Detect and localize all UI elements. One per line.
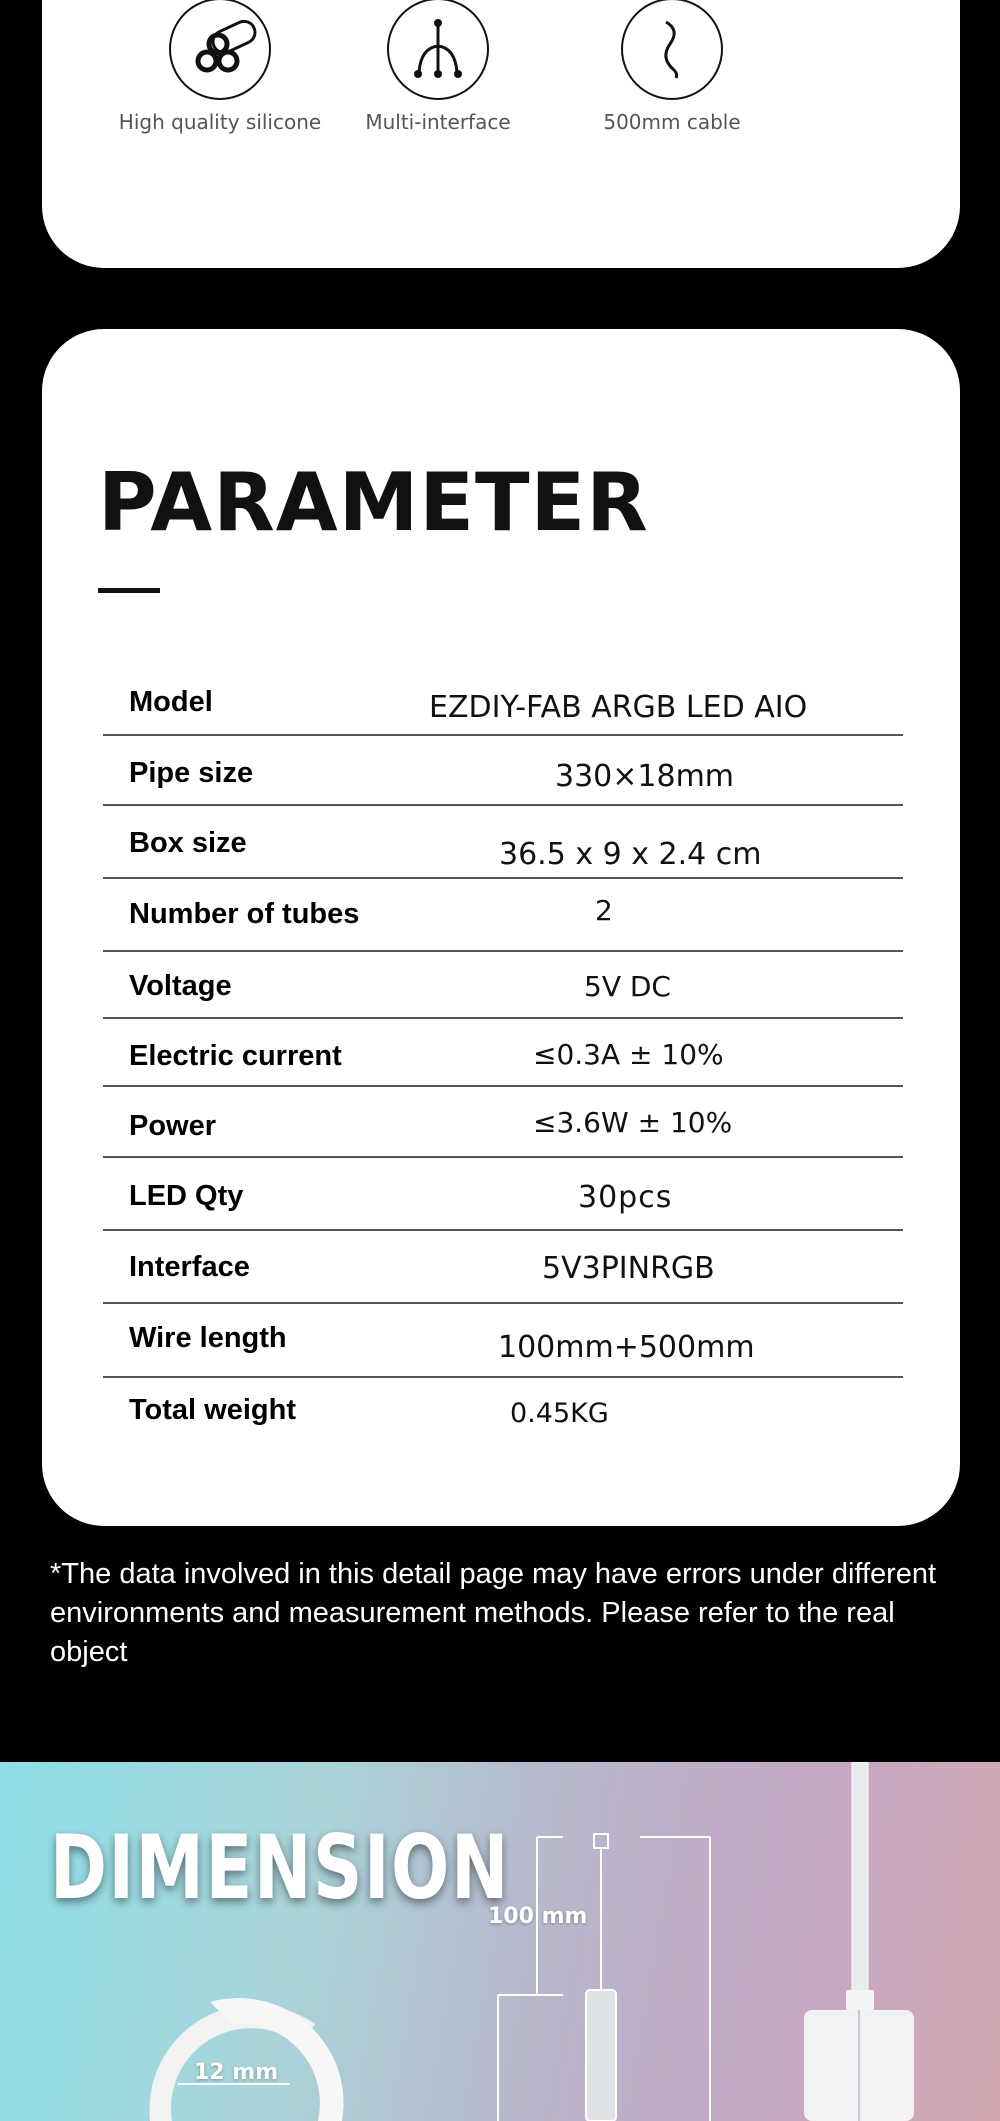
- features-card: [42, 0, 960, 268]
- disclaimer-note: *The data involved in this detail page may have errors under different environments and measurement methods. Please refer to the real object: [50, 1558, 937, 1668]
- row-divider: [103, 950, 903, 952]
- row-divider: [103, 1017, 903, 1019]
- param-key: Electric current: [129, 1040, 342, 1072]
- param-key: Wire length: [129, 1322, 287, 1354]
- row-divider: [103, 804, 903, 806]
- param-key: Power: [129, 1110, 217, 1142]
- param-key: Number of tubes: [129, 898, 360, 930]
- param-value: 100mm+500mm: [498, 1330, 755, 1365]
- param-value: 330×18mm: [555, 759, 735, 794]
- title-underline: [98, 588, 160, 593]
- param-key: Voltage: [129, 970, 232, 1002]
- multi-interface-icon: [387, 0, 489, 100]
- parameter-title: PARAMETER: [98, 456, 649, 549]
- param-value: 5V3PINRGB: [542, 1251, 715, 1286]
- param-key: Model: [129, 686, 213, 718]
- param-value: 0.45KG: [510, 1398, 609, 1429]
- row-divider: [103, 1156, 903, 1158]
- row-divider: [103, 1376, 903, 1378]
- dimension-title: DIMENSION: [50, 1816, 510, 1919]
- dimension-banner: [0, 1762, 1000, 2121]
- param-key: Box size: [129, 827, 247, 859]
- param-value: ≤3.6W ± 10%: [533, 1106, 733, 1139]
- param-key: Total weight: [129, 1394, 297, 1426]
- feature-cable: [552, 0, 792, 134]
- diameter-label: 12 mm: [194, 2060, 279, 2085]
- feature-label: High quality silicone: [118, 110, 322, 134]
- param-value: 2: [595, 894, 613, 927]
- feature-label: Multi-interface: [365, 110, 511, 134]
- row-divider: [103, 1302, 903, 1304]
- param-value: ≤0.3A ± 10%: [533, 1038, 724, 1071]
- param-key: Interface: [129, 1251, 250, 1283]
- feature-silicone: [100, 0, 340, 134]
- cable-icon: [621, 0, 723, 100]
- param-value: 36.5 x 9 x 2.4 cm: [499, 837, 762, 872]
- silicone-tubes-icon: [169, 0, 271, 100]
- param-value: 5V DC: [584, 970, 671, 1003]
- feature-interface: [318, 0, 558, 134]
- param-key: Pipe size: [129, 757, 254, 789]
- row-divider: [103, 1229, 903, 1231]
- row-divider: [103, 1085, 903, 1087]
- feature-label: 500mm cable: [603, 110, 741, 134]
- dimension-diagram: [0, 1762, 1000, 2121]
- param-value: 30pcs: [578, 1180, 673, 1215]
- param-key: LED Qty: [129, 1180, 244, 1212]
- row-divider: [103, 877, 903, 879]
- wire-length-label: 100 mm: [488, 1904, 588, 1929]
- param-value: EZDIY-FAB ARGB LED AIO: [429, 690, 808, 725]
- row-divider: [103, 734, 903, 736]
